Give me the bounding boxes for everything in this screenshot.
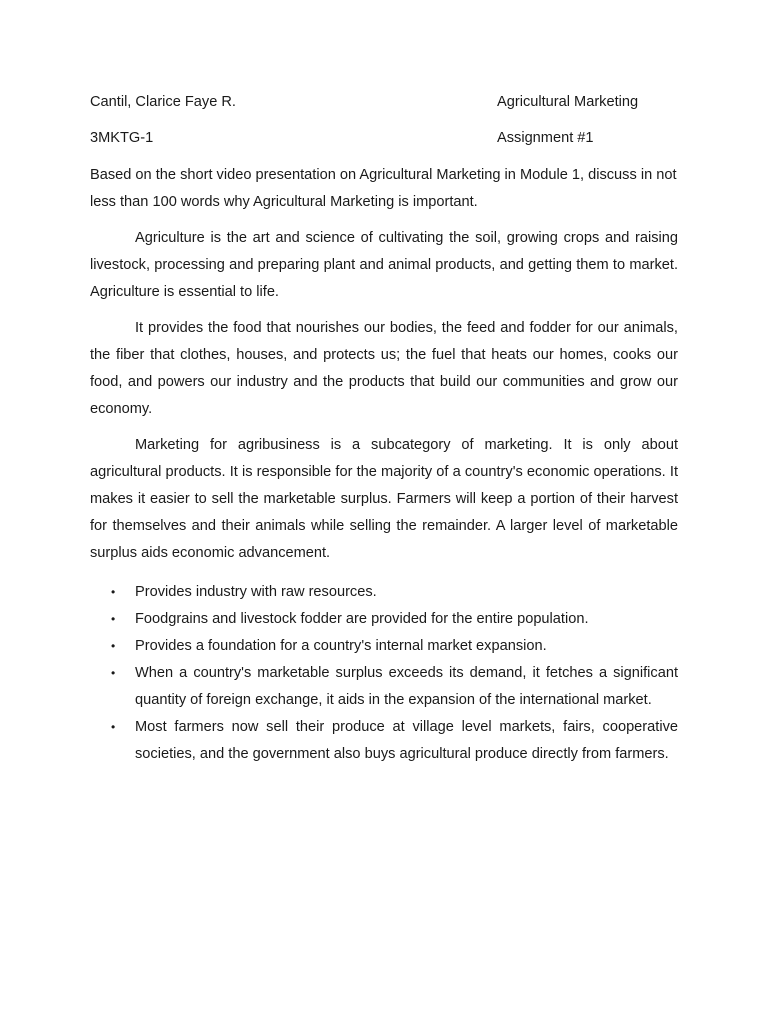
paragraph: Agriculture is the art and science of cultivating the soil, growing crops and raising livestock, processing and preparing plant and animal products, and getting them to market. Agriculture is essential to life. — [90, 230, 678, 300]
assignment-prompt: Based on the short video presentation on Agricultural Marketing in Module 1, discuss in not less than 100 words why Agricultural Marketing is important. — [90, 167, 677, 210]
document-body — [90, 162, 678, 768]
section-code: 3MKTG-1 — [90, 130, 154, 146]
bullet-icon: • — [111, 666, 116, 680]
bullet-item — [90, 714, 678, 768]
bullet-list — [90, 579, 678, 768]
bullet-item — [90, 633, 678, 660]
bullet-icon: • — [111, 585, 116, 599]
bullet-icon: • — [111, 639, 116, 653]
bullet-item — [90, 606, 678, 633]
bullet-text: Provides a foundation for a country's internal market expansion. — [135, 638, 547, 654]
student-name: Cantil, Clarice Faye R. — [90, 94, 236, 110]
bullet-text: Provides industry with raw resources. — [135, 584, 377, 600]
bullet-icon: • — [111, 720, 116, 734]
header-row-1 — [90, 89, 690, 116]
header-row-2 — [90, 125, 690, 152]
paragraph: It provides the food that nourishes our bodies, the feed and fodder for our animals, the fiber that clothes, houses, and protects us; the fuel that heats our homes, cooks our food, and powers our industry and the products that build our communities and grow our economy. — [90, 320, 678, 417]
bullet-icon: • — [111, 612, 116, 626]
bullet-item — [90, 579, 678, 606]
bullet-text: Most farmers now sell their produce at village level markets, fairs, cooperative societies, and the government also buys agricultural produce directly from farmers. — [135, 719, 678, 762]
bullet-text: Foodgrains and livestock fodder are provided for the entire population. — [135, 611, 589, 627]
paragraph: Marketing for agribusiness is a subcategory of marketing. It is only about agricultural products. It is responsible for the majority of a country's economic operations. It makes it easier to sell the marketable surplus. Farmers will keep a portion of their harvest for themselves and their animals while selling the remainder. A larger level of marketable surplus aids economic advancement. — [90, 437, 678, 561]
assignment-number: Assignment #1 — [497, 130, 594, 146]
bullet-item — [90, 660, 678, 714]
course-title: Agricultural Marketing — [497, 94, 639, 110]
bullet-text: When a country's marketable surplus exceeds its demand, it fetches a significant quantity of foreign exchange, it aids in the expansion of the international market. — [135, 665, 678, 708]
